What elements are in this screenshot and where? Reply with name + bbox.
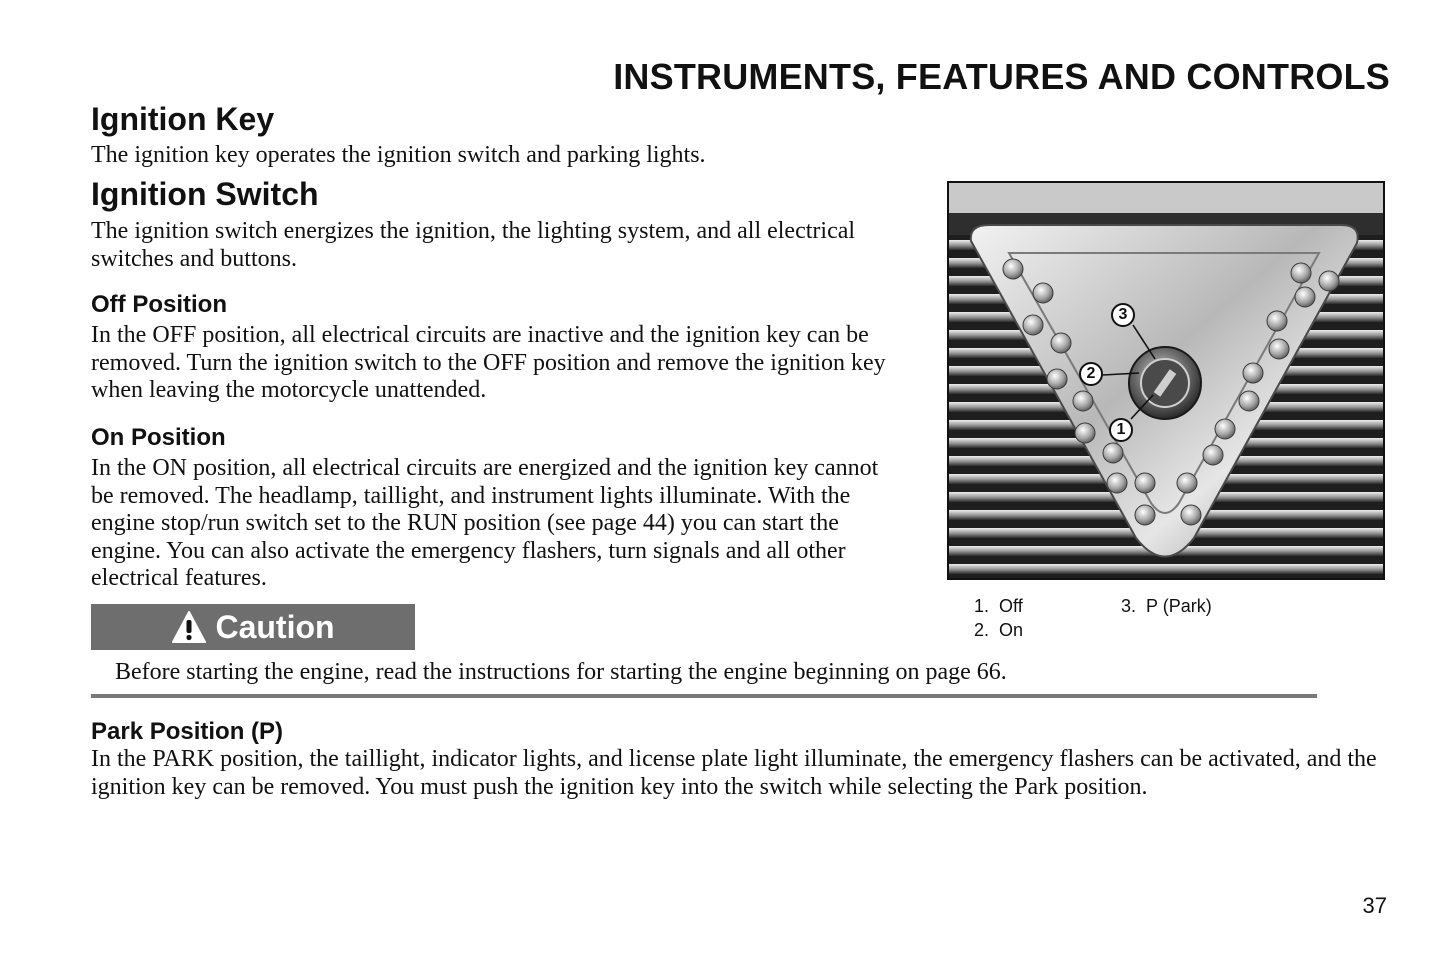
callout-3: 3: [1111, 303, 1135, 327]
caution-banner: [91, 604, 415, 650]
legend-item-on: 2. On: [974, 620, 1024, 640]
ignition-switch-text: The ignition switch energizes the ignition, the lighting system, and all electrical switches and buttons.: [91, 218, 856, 272]
off-position-heading: Off Position: [91, 291, 227, 318]
ignition-key-heading: Ignition Key: [91, 101, 275, 137]
caution-divider: [91, 694, 1317, 698]
ignition-switch-photo: [947, 181, 1385, 580]
callout-2: 2: [1079, 362, 1103, 386]
off-position-text: In the OFF position, all electrical circuits are inactive and the ignition key can be removed. Turn the ignition switch to the OFF position and remove the ignition key when leaving the motorcycle unattended.: [91, 322, 886, 403]
chapter-title: INSTRUMENTS, FEATURES AND CONTROLS: [613, 56, 1390, 97]
caution-text: Before starting the engine, read the instructions for starting the engine beginning on page 66.: [115, 659, 1007, 685]
legend-item-park: 3. P (Park): [1121, 596, 1212, 616]
on-position-text: In the ON position, all electrical circuits are energized and the ignition key cannot be removed. The headlamp, taillight, and instrument lights illuminate. With the engine stop/run switch set to the RUN position (see page 44) you can start the engine. You can also activate the emergency flashers, turn signals and all other electrical features.: [91, 455, 879, 591]
caution-label: Caution: [215, 608, 335, 645]
on-position-heading: On Position: [91, 424, 226, 451]
page-number: 37: [1362, 893, 1387, 918]
park-position-text: In the PARK position, the taillight, indicator lights, and license plate light illuminate, the emergency flashers can be activated, and the ignition key can be removed. You must push the ignition key into the switch while selecting the Park position.: [91, 746, 1377, 800]
park-position-heading: Park Position (P): [91, 718, 284, 745]
ignition-key-text: The ignition key operates the ignition switch and parking lights.: [91, 142, 706, 168]
legend-item-off: 1. Off: [974, 596, 1023, 616]
ignition-switch-heading: Ignition Switch: [91, 176, 319, 212]
callout-1: 1: [1109, 418, 1133, 442]
warning-triangle-icon: [171, 610, 207, 644]
